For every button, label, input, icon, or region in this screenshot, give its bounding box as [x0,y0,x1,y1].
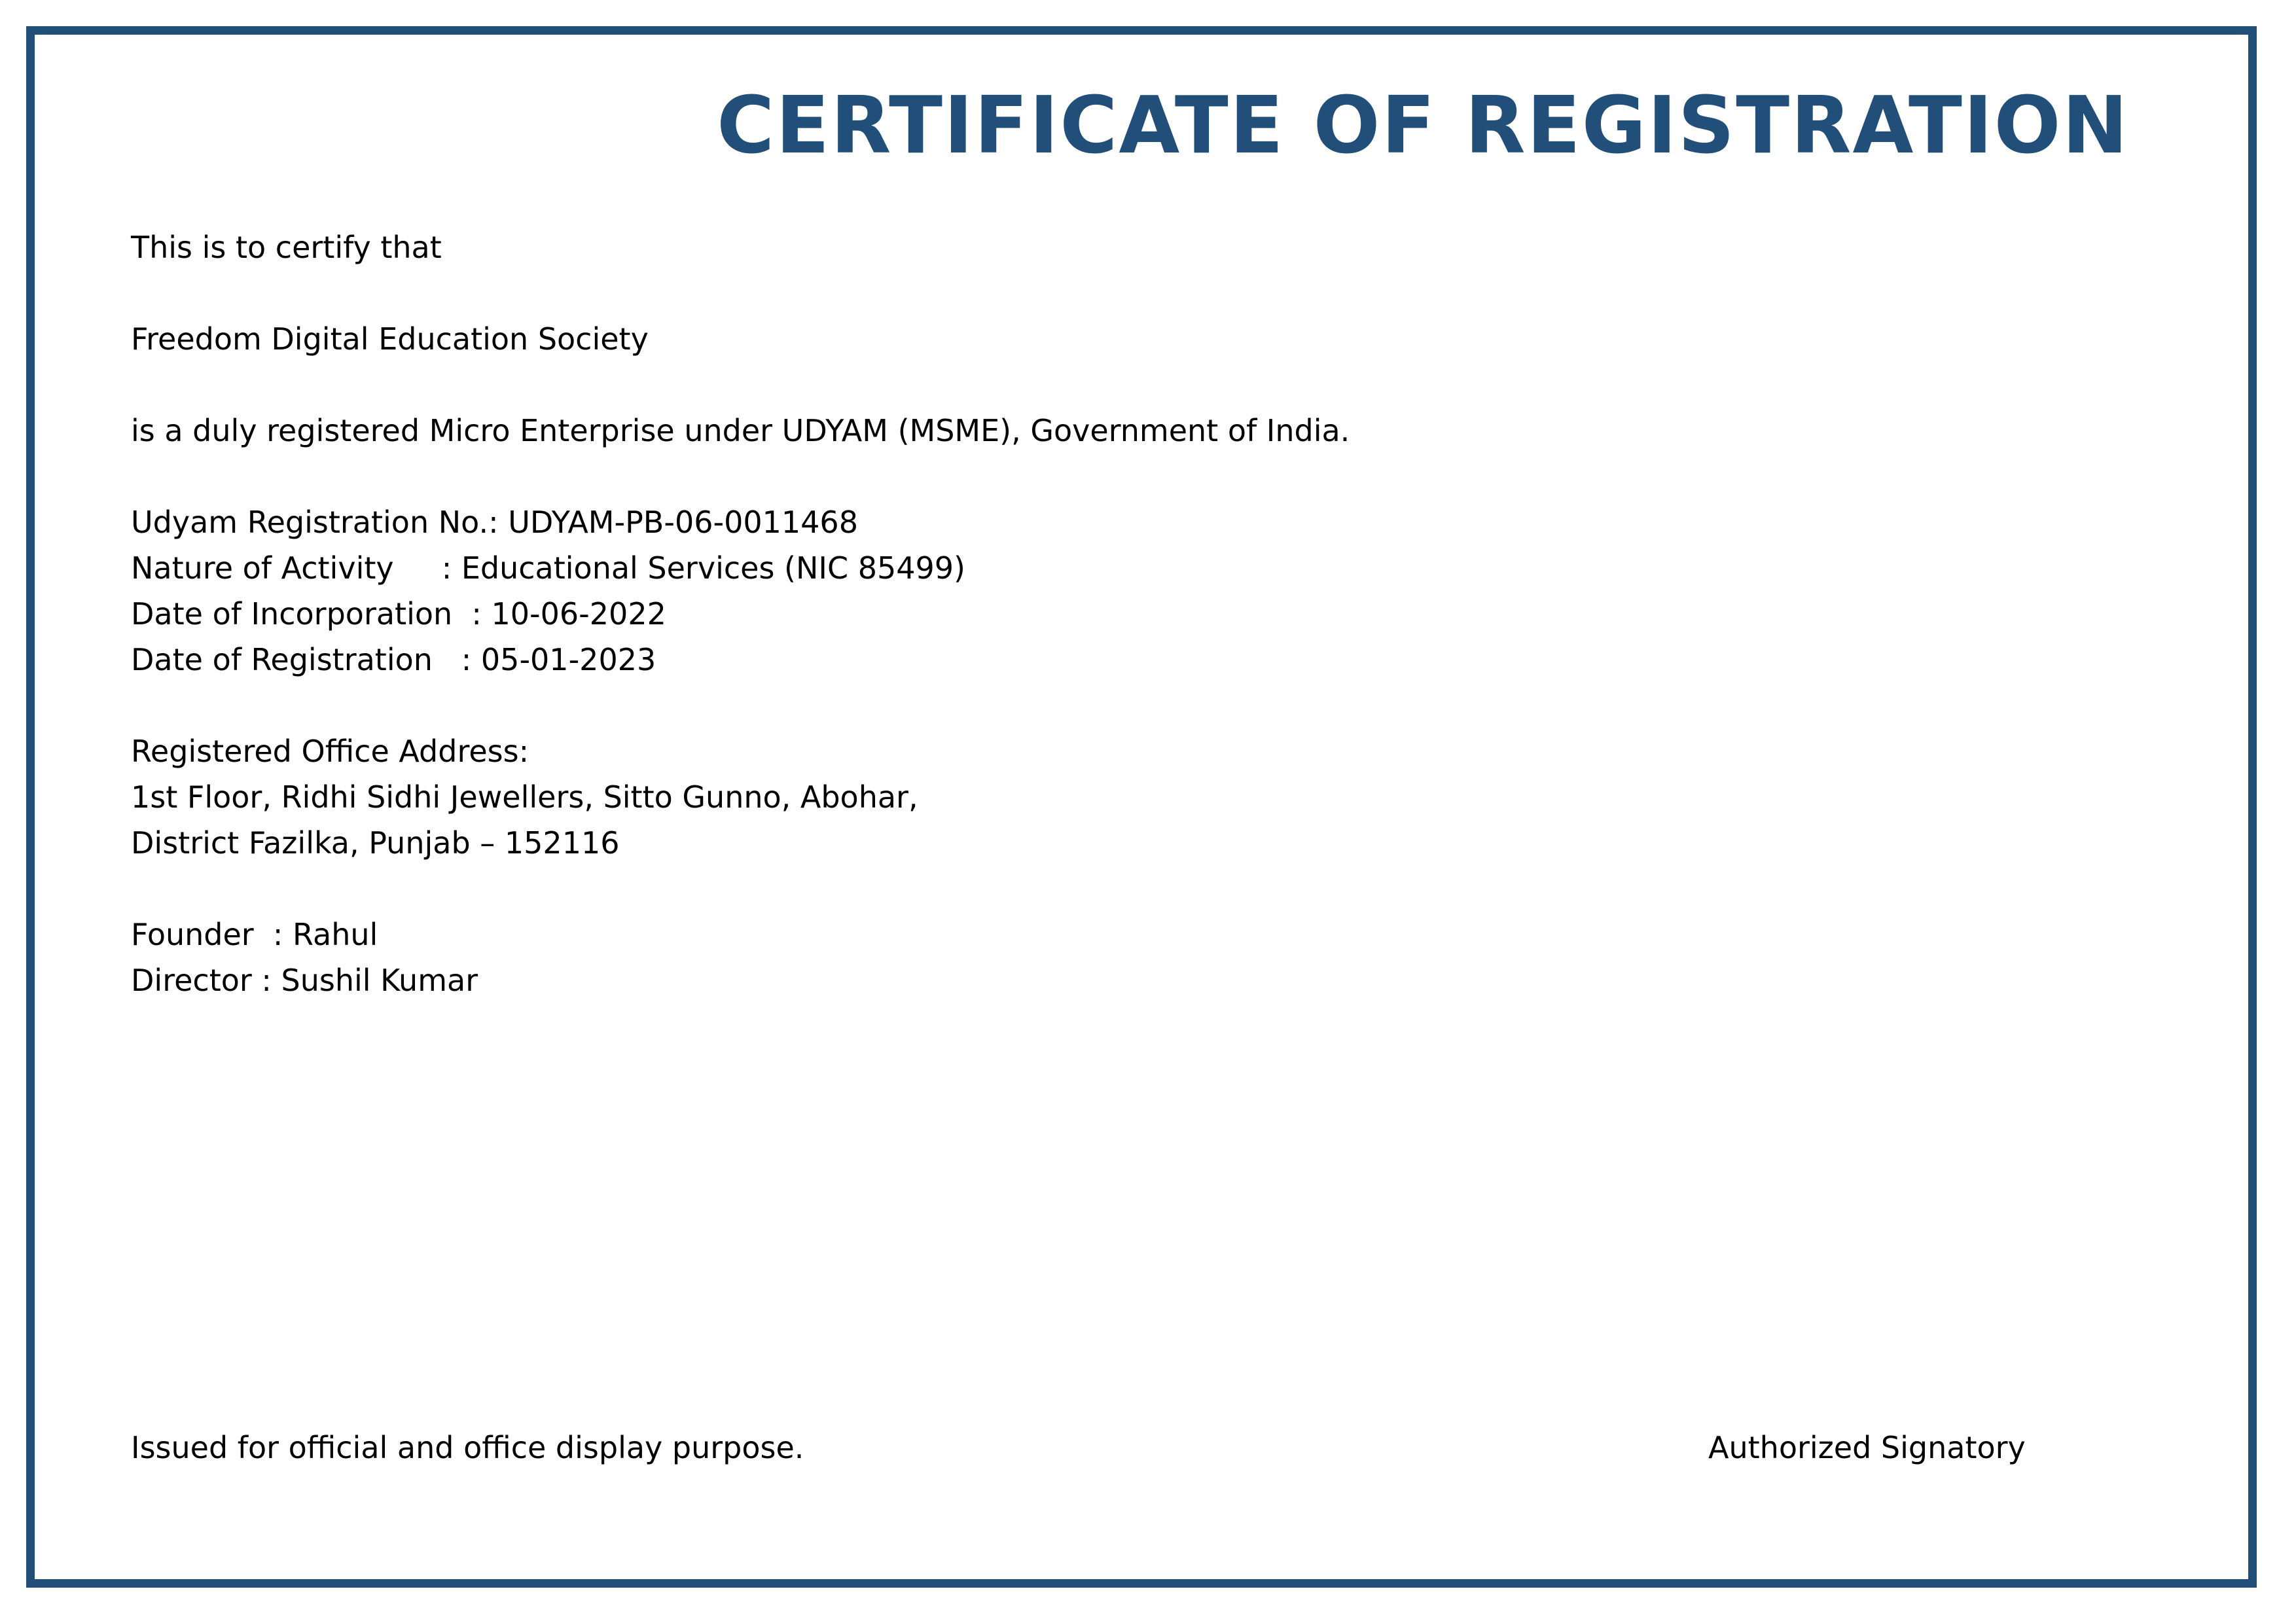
issue-purpose-note: Issued for official and office display purpose. [131,1430,804,1465]
certificate-title: CERTIFICATE OF REGISTRATION [717,80,2129,171]
date-of-registration: Date of Registration : 05-01-2023 [131,642,656,677]
date-of-incorporation: Date of Incorporation : 10-06-2022 [131,596,666,632]
nature-of-activity: Nature of Activity : Educational Services (NIC 85499) [131,550,965,586]
founder-line: Founder : Rahul [131,917,378,952]
address-heading: Registered Office Address: [131,734,529,769]
authorized-signatory-label: Authorized Signatory [1708,1430,2026,1465]
director-line: Director : Sushil Kumar [131,963,478,998]
registration-statement: is a duly registered Micro Enterprise under UDYAM (MSME), Government of India. [131,413,1350,448]
entity-name: Freedom Digital Education Society [131,321,649,357]
address-line-1: 1st Floor, Ridhi Sidhi Jewellers, Sitto Gunno, Abohar, [131,779,918,815]
address-line-2: District Fazilka, Punjab – 152116 [131,825,620,861]
intro-text: This is to certify that [131,230,442,265]
registration-number: Udyam Registration No.: UDYAM-PB-06-0011468 [131,505,858,540]
